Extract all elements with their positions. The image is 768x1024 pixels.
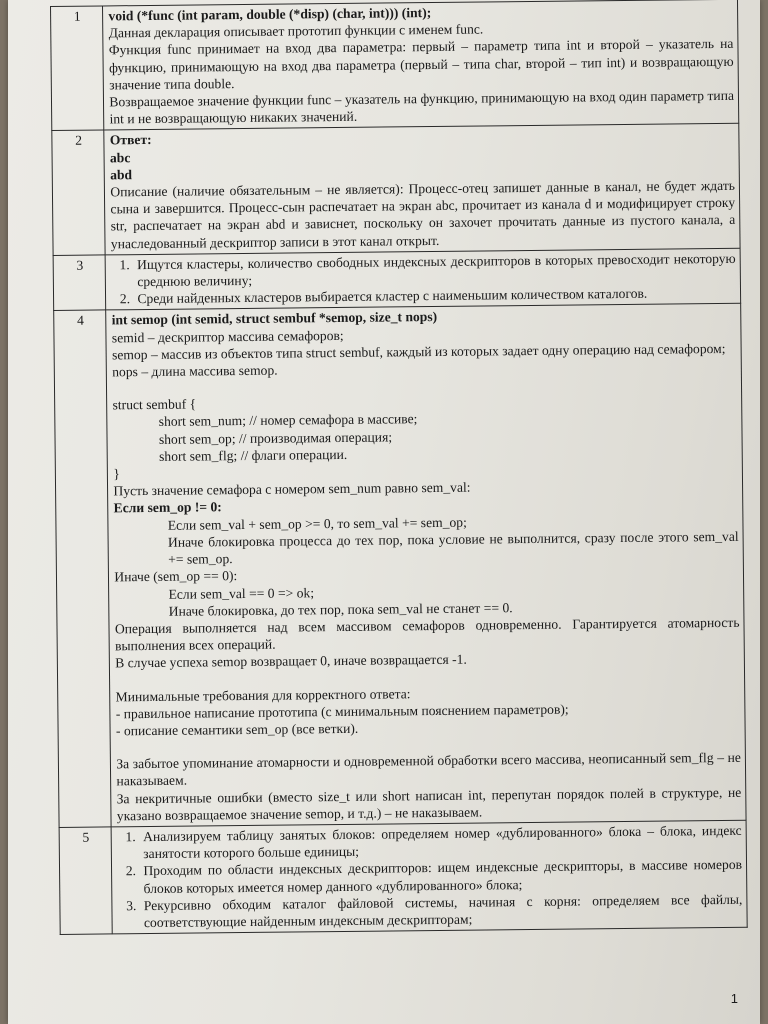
list-item: 2. Среди найденных кластеров выбирается кластер с наименьшим количеством каталогов. xyxy=(133,284,736,308)
text-line: semid – дескриптор массива семафоров; xyxy=(111,327,344,346)
row-content xyxy=(104,124,740,255)
text-line: - правильное написание прототипа (с минимальным пояснением параметров); xyxy=(115,701,569,722)
row-content xyxy=(106,304,746,827)
requirements-heading: Минимальные требования для корректного ответа: xyxy=(115,685,411,704)
list-item: 1. Ищутся кластеры, количество свободных индексных дескрипторов в которых превосходит некоторую среднюю величину; xyxy=(133,250,736,291)
row-number: 2 xyxy=(52,130,106,255)
paper-sheet xyxy=(8,0,760,1024)
list-item: 2. Проходим по области индексных дескрипторов: ищем индексные дескрипторы, в массиве номеров блоков которых имеется номер данного «дублированного» блока; xyxy=(139,856,742,897)
text-line: Данная декларация описывает прототип функции с именем func. xyxy=(108,21,484,41)
text-line: semop – массив из объектов типа struct sembuf, каждый из которых задает одну операцию над семафором; xyxy=(111,340,726,363)
answers-table xyxy=(50,0,748,935)
answer-line: abc xyxy=(109,149,131,166)
text-line: nops – длина массива semop. xyxy=(112,362,278,380)
page-number: 1 xyxy=(730,991,738,1006)
condition-line: Если sem_op != 0: xyxy=(113,499,222,516)
table-row xyxy=(59,820,747,934)
table-row xyxy=(53,248,741,311)
text-line: Операция выполняется над всем массивом семафоров одновременно. Гарантируется атомарность выполнения всех операций. xyxy=(114,614,740,654)
row-content xyxy=(105,248,740,310)
code-line: short sem_op; // производимая операция; xyxy=(158,429,393,447)
answer-line: abd xyxy=(110,166,133,183)
text-line: Иначе блокировка, до тех пор, пока sem_val не станет == 0. xyxy=(168,599,513,619)
row-content xyxy=(111,820,747,934)
description-text: Описание (наличие обязательным – не является): Процесс-отец запишет данные в канал, не будет ждать сына и завершится. Процесс-сын распечатает на экран abc, прочитает из канала d и модифицирует строку str, распечатает на экран abd и зависнет, поскольку он захочет прочитать данные из пустого канала, а унаследованный дескриптор записи в этот канал открыт. xyxy=(110,177,736,252)
text-line: За некритичные ошибки (вместо size_t или short написан int, перепутан порядок полей в структуре, не указано возвращаемое значение semop, и т.д.) – не наказываем. xyxy=(116,784,742,824)
steps-list xyxy=(111,250,736,308)
text-line: - описание семантики sem_op (все ветки). xyxy=(115,720,359,739)
text-line: Функция func принимает на вход два параметра: первый – параметр типа int и второй – указатель на функцию, принимающую на вход два параметра (первый – типа char, второй – тип int) и возвращающую значение типа double. xyxy=(108,36,734,93)
list-item: 3. Рекурсивно обходим каталог файловой системы, начиная с корня: определяем все файлы, соответствующие найденным индексным дескрипторам; xyxy=(140,891,743,932)
text-line: Если sem_val + sem_op >= 0, то sem_val += sem_op; xyxy=(167,514,467,533)
prototype-line: int semop (int semid, struct sembuf *semop, size_t nops) xyxy=(111,309,438,328)
code-line: short sem_flg; // флаги операции. xyxy=(159,446,348,464)
answer-heading: Ответ: xyxy=(109,132,152,148)
row-number: 4 xyxy=(54,310,112,827)
text-line: За забытое упоминание атомарности и одновременной обработки всего массива, неописанный sem_flg – не наказываем. xyxy=(116,749,741,789)
code-line: short sem_num; // номер семафора в массиве; xyxy=(158,411,418,430)
steps-list xyxy=(117,822,743,932)
text-line: Иначе блокировка процесса до тех пор, пока условие не выполнится, сразу после этого sem_val += sem_op. xyxy=(167,528,739,567)
condition-line: Иначе (sem_op == 0): xyxy=(114,568,238,585)
code-line: } xyxy=(113,466,120,482)
list-item: 1. Анализируем таблицу занятых блоков: определяем номер «дублированного» блока – блока, индекс занятости которого больше единицы; xyxy=(139,822,742,863)
prototype-line: void (*func (int param, double (*disp) (char, int))) (int); xyxy=(108,5,432,24)
row-content xyxy=(103,0,739,130)
text-line: Возвращаемое значение функции func – указатель на функцию, принимающую на вход один параметр типа int и не возвращающую никаких значений. xyxy=(109,87,735,127)
table-row xyxy=(51,0,739,131)
row-number: 3 xyxy=(53,255,106,311)
code-line: struct sembuf { xyxy=(112,396,197,413)
row-number: 1 xyxy=(51,6,105,131)
row-number: 5 xyxy=(59,827,112,935)
text-line: В случае успеха semop возвращает 0, иначе возвращается -1. xyxy=(115,651,467,671)
text-line: Пусть значение семафора с номером sem_num равно sem_val: xyxy=(113,479,471,499)
table-row xyxy=(52,124,740,256)
text-line: Если sem_val == 0 => ok; xyxy=(168,584,315,602)
table-row xyxy=(54,304,746,828)
